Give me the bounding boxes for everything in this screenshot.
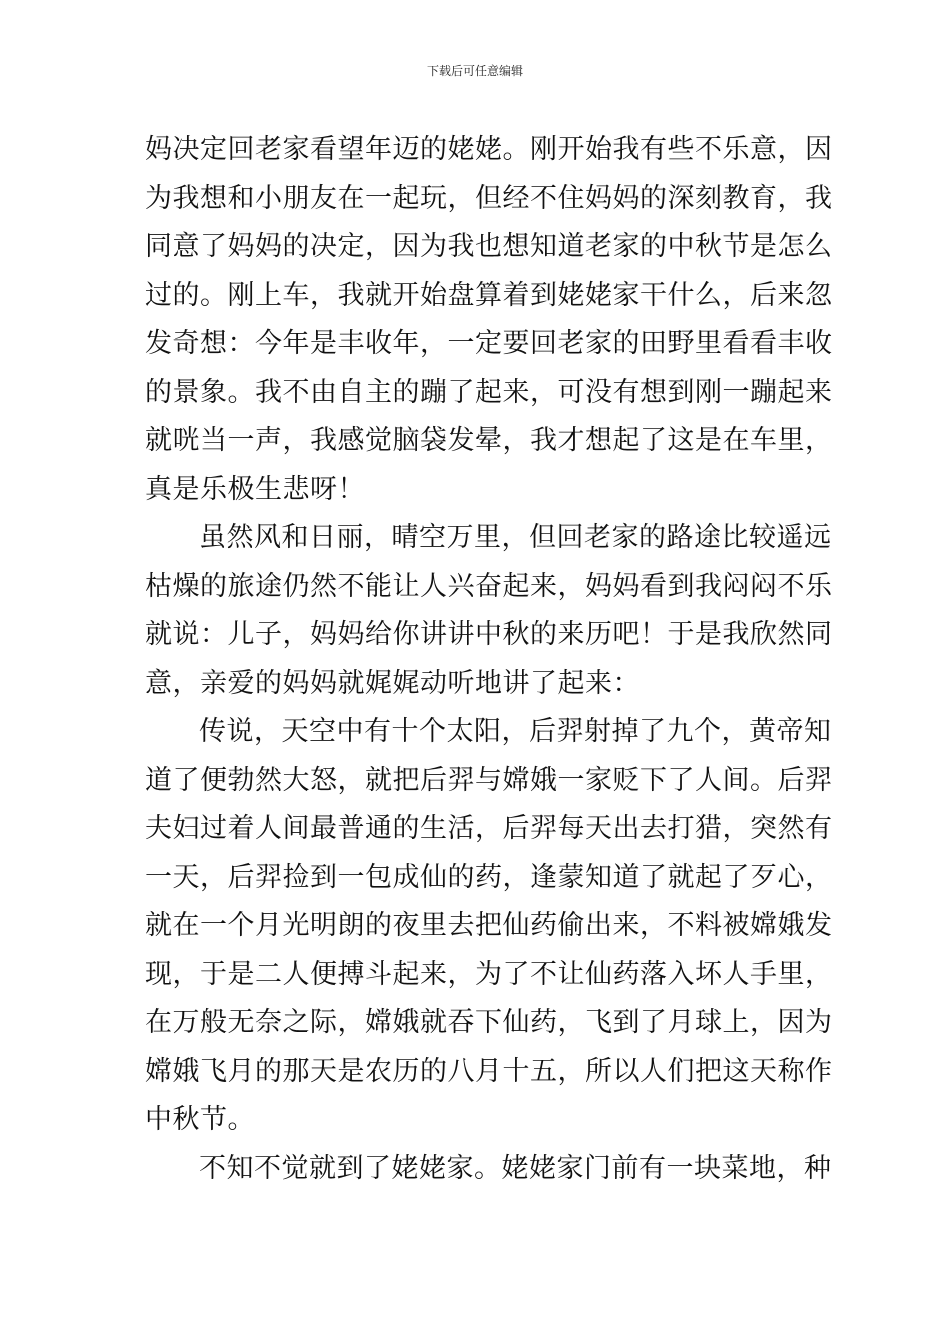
- text-line: 中秋节。: [145, 1104, 255, 1135]
- body-text: [145, 126, 833, 1193]
- text-line: 枯燥的旅途仍然不能让人兴奋起来，妈妈看到我闷闷不乐: [145, 570, 833, 602]
- text-line: 就在一个月光明朗的夜里去把仙药偷出来，不料被嫦娥发: [145, 910, 833, 941]
- paragraph-1: [145, 126, 833, 514]
- paragraph-4: [145, 1145, 832, 1194]
- text-line: 现，于是二人便搏斗起来，为了不让仙药落入坏人手里，: [145, 958, 833, 990]
- text-line: 就说：儿子，妈妈给你讲讲中秋的来历吧！于是我欣然同: [145, 619, 833, 650]
- text-line-indented: 传说，天空中有十个太阳，后羿射掉了九个，黄帝知: [199, 716, 832, 747]
- text-line: 为我想和小朋友在一起玩，但经不住妈妈的深刻教育，我: [145, 182, 833, 214]
- text-line: 道了便勃然大怒，就把后羿与嫦娥一家贬下了人间。后羿: [145, 764, 833, 796]
- page-header: 下载后可任意编辑: [426, 64, 523, 78]
- text-line-indented: 不知不觉就到了姥姥家。姥姥家门前有一块菜地，种: [199, 1152, 832, 1184]
- text-line: 就咣当一声，我感觉脑袋发晕，我才想起了这是在车里，: [145, 425, 833, 456]
- text-line: 妈决定回老家看望年迈的姥姥。刚开始我有些不乐意，因: [145, 134, 833, 165]
- text-line: 一天，后羿捡到一包成仙的药，逢蒙知道了就起了歹心，: [145, 861, 833, 893]
- text-line: 的景象。我不由自主的蹦了起来，可没有想到刚一蹦起来: [145, 376, 833, 408]
- text-line: 发奇想：今年是丰收年，一定要回老家的田野里看看丰收: [145, 328, 833, 359]
- text-line: 同意了妈妈的决定，因为我也想知道老家的中秋节是怎么: [145, 231, 833, 262]
- text-line: 意，亲爱的妈妈就娓娓动听地讲了起来：: [145, 667, 640, 699]
- text-line: 夫妇过着人间最普通的生活，后羿每天出去打猎，突然有: [145, 813, 833, 844]
- text-line-indented: 虽然风和日丽，晴空万里，但回老家的路途比较遥远: [199, 522, 832, 553]
- paragraph-3: [145, 708, 833, 1145]
- text-line: 在万般无奈之际，嫦娥就吞下仙药，飞到了月球上，因为: [145, 1007, 833, 1038]
- text-line: 过的。刚上车，我就开始盘算着到姥姥家干什么，后来忽: [145, 279, 833, 311]
- text-line: 嫦娥飞月的那天是农历的八月十五，所以人们把这天称作: [145, 1055, 833, 1087]
- text-line: 真是乐极生悲呀！: [145, 473, 365, 505]
- paragraph-2: [145, 514, 833, 708]
